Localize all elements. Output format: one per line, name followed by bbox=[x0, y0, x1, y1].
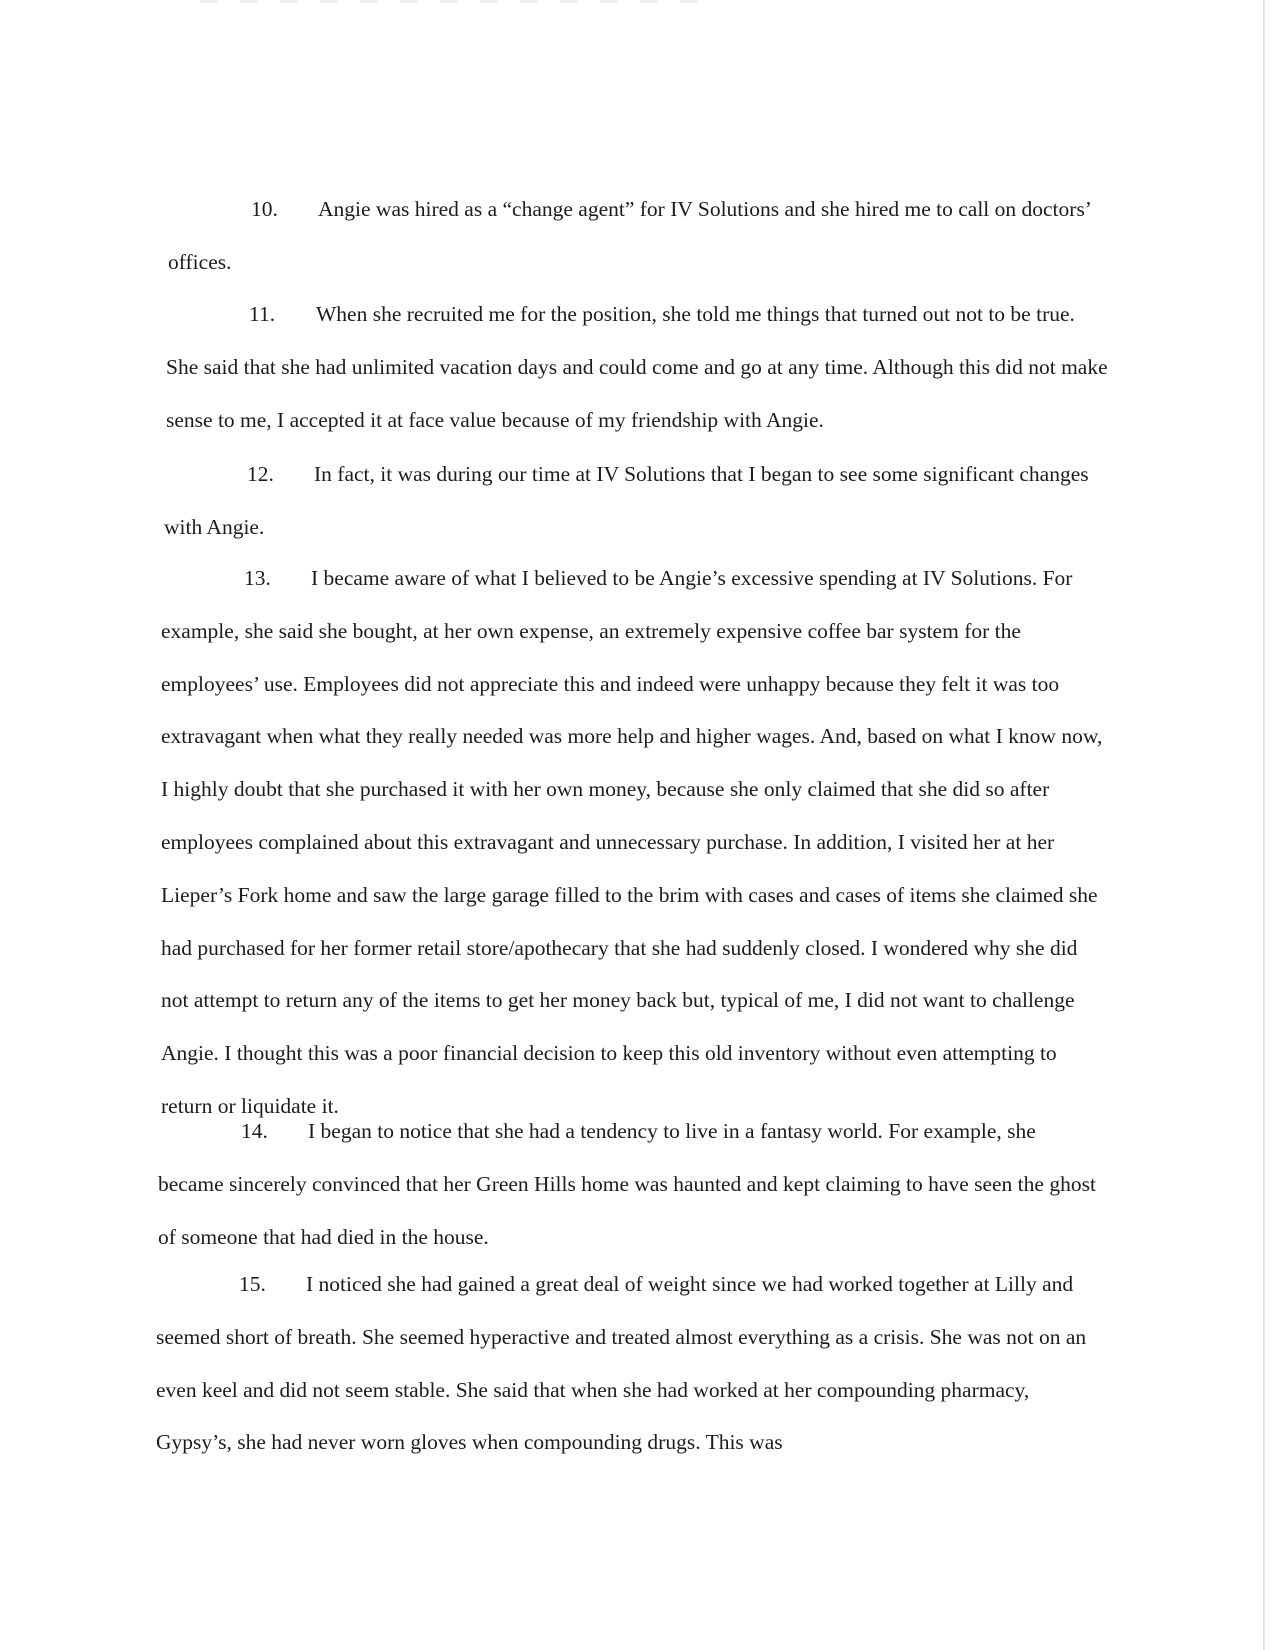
paragraph-number: 14. bbox=[241, 1119, 268, 1143]
paragraph-text: Angie was hired as a “change agent” for IV Solutions and she hired me to call on doctors’ offices. bbox=[168, 197, 1091, 274]
paragraph-14 bbox=[158, 1105, 1106, 1263]
paragraph-11 bbox=[166, 288, 1111, 446]
page-edge-shadow bbox=[1263, 0, 1265, 1650]
paragraph-number: 12. bbox=[247, 462, 274, 486]
paragraph-number: 11. bbox=[249, 302, 276, 326]
paragraph-number: 10. bbox=[251, 197, 278, 221]
paragraph-13 bbox=[161, 552, 1109, 1133]
paragraph-text: When she recruited me for the position, she told me things that turned out not to be true. She said that she had unlimited vacation days and could come and go at any time. Although this did not make sense to me, I accepted it at face value because of my friendship with Angie. bbox=[166, 302, 1108, 432]
paragraph-number: 15. bbox=[239, 1272, 266, 1296]
paragraph-text: In fact, it was during our time at IV Solutions that I began to see some significant changes with Angie. bbox=[164, 462, 1089, 539]
paragraph-12 bbox=[164, 448, 1109, 554]
paragraph-15 bbox=[156, 1258, 1106, 1469]
paragraph-text: I became aware of what I believed to be Angie’s excessive spending at IV Solutions. For example, she said she bought, at her own expense, an extremely expensive coffee bar system for the employees’ use. Employees did not appreciate this and indeed were unhappy because they felt it was too extravagant when what they really needed was more help and higher wages. And, based on what I know now, I highly doubt that she purchased it with her own money, because she only claimed that she did so after employees complained about this extravagant and unnecessary purchase. In addition, I visited her at her Lieper’s Fork home and saw the large garage filled to the brim with cases and cases of items she claimed she had purchased for her former retail store/apothecary that she had suddenly closed. I wondered why she did not attempt to return any of the items to get her money back but, typical of me, I did not want to challenge Angie. I thought this was a poor financial decision to keep this old inventory without even attempting to return or liquidate it. bbox=[161, 566, 1103, 1118]
paragraph-number: 13. bbox=[244, 566, 271, 590]
paragraph-10 bbox=[168, 183, 1108, 289]
scan-artifact bbox=[200, 0, 720, 3]
paragraph-text: I began to notice that she had a tendency to live in a fantasy world. For example, she became sincerely convinced that her Green Hills home was haunted and kept claiming to have seen the ghost of someone that had died in the house. bbox=[158, 1119, 1096, 1249]
paragraph-text: I noticed she had gained a great deal of weight since we had worked together at Lilly and seemed short of breath. She seemed hyperactive and treated almost everything as a crisis. She was not on an even keel and did not seem stable. She said that when she had worked at her compounding pharmacy, Gypsy’s, she had never worn gloves when compounding drugs. This was bbox=[156, 1272, 1087, 1455]
